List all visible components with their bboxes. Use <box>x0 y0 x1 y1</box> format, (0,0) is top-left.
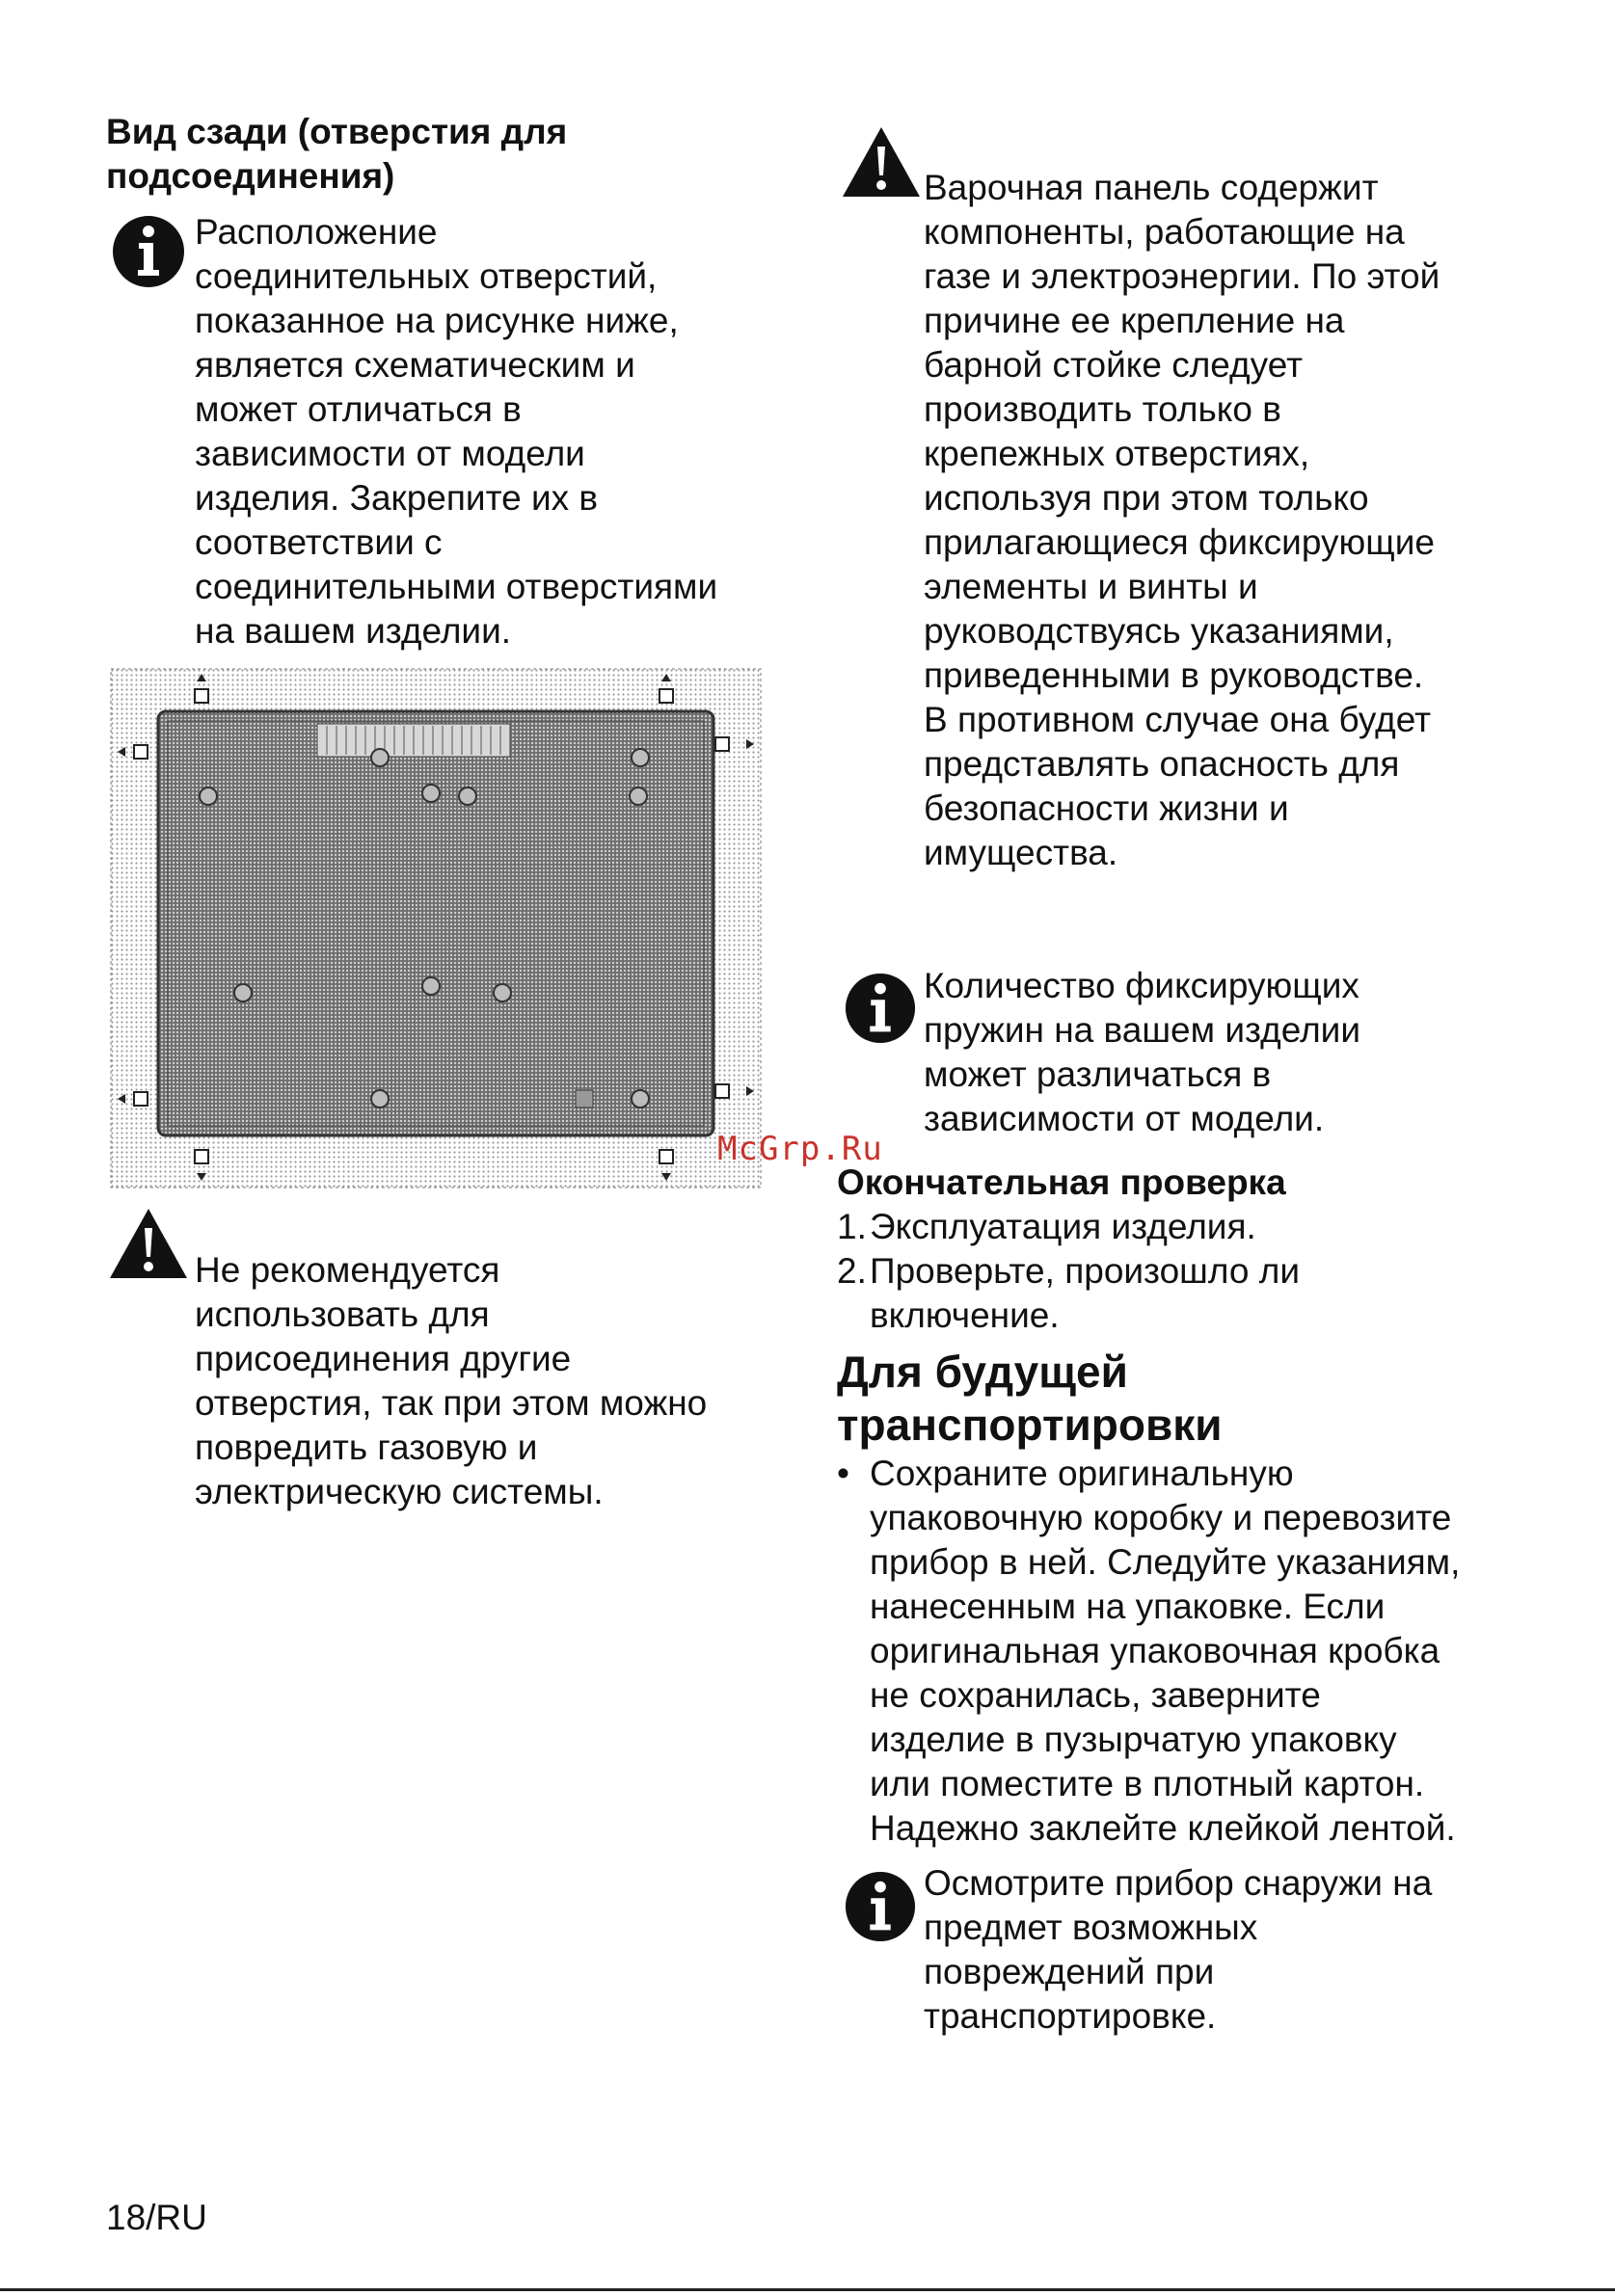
info-icon <box>111 214 186 289</box>
info-icon <box>844 972 917 1045</box>
list-text: Эксплуатация изделия. <box>870 1207 1256 1246</box>
final-check-list <box>837 1205 1570 1338</box>
section-heading-rear-view: Вид сзади (отверстия для подсоединения) <box>106 112 568 196</box>
transport-heading: Для будущей транспортировки <box>837 1347 1223 1450</box>
list-number: 2. <box>837 1251 867 1291</box>
bullet-marker: • <box>837 1454 849 1493</box>
info-note-inspect: Осмотрите прибор снаружи на предмет возможных повреждений при транспортировке. <box>924 1863 1433 2036</box>
info-note-connection-holes: Расположение соединительных отверстий, показанное на рисунке ниже, является схематическим и может отличаться в зависимости от модели изделия. Закрепите их в соответствии с соединительными отверстиями на вашем изделии. <box>195 212 718 651</box>
watermark: McGrp.Ru <box>717 1130 883 1168</box>
hob-rear-view-diagram <box>110 668 762 1188</box>
warning-icon <box>108 1207 189 1280</box>
final-check-heading: Окончательная проверка <box>837 1162 1286 1202</box>
list-number: 1. <box>837 1207 867 1246</box>
warning-icon <box>841 125 922 199</box>
warning-note-gas-electric: Варочная панель содержит компоненты, работающие на газе и электроэнергии. По этой причине ее крепление на барной стойке следует производить только в крепежных отверстиях, используя при этом только прилагающиеся фиксирующие элементы и винты и руководствуясь указаниями, приведенными в руководстве. В противном случае она будет представлять опасность для безопасности жизни и имущества. <box>924 168 1440 872</box>
footer-rule <box>0 2288 1615 2291</box>
list-item <box>837 1205 1570 1249</box>
list-item <box>837 1249 1570 1338</box>
info-icon <box>844 1870 917 1943</box>
page-number: 18/RU <box>106 2198 207 2237</box>
list-text: Проверьте, произошло ли включение. <box>870 1251 1300 1335</box>
warning-note-other-holes: Не рекомендуется использовать для присоединения другие отверстия, так при этом можно повредить газовую и электрическую системы. <box>195 1250 708 1511</box>
info-note-springs: Количество фиксирующих пружин на вашем изделии может различаться в зависимости от модели. <box>924 966 1361 1138</box>
bullet-text: Сохраните оригинальную упаковочную коробку и перевозите прибор в ней. Следуйте указаниям, нанесенным на упаковке. Если оригинальная упаковочная кробка не сохранилась, заверните изделие в пузырчатую упаковку или поместите в плотный картон. Надежно заклейте клейкой лентой. <box>870 1454 1461 1848</box>
